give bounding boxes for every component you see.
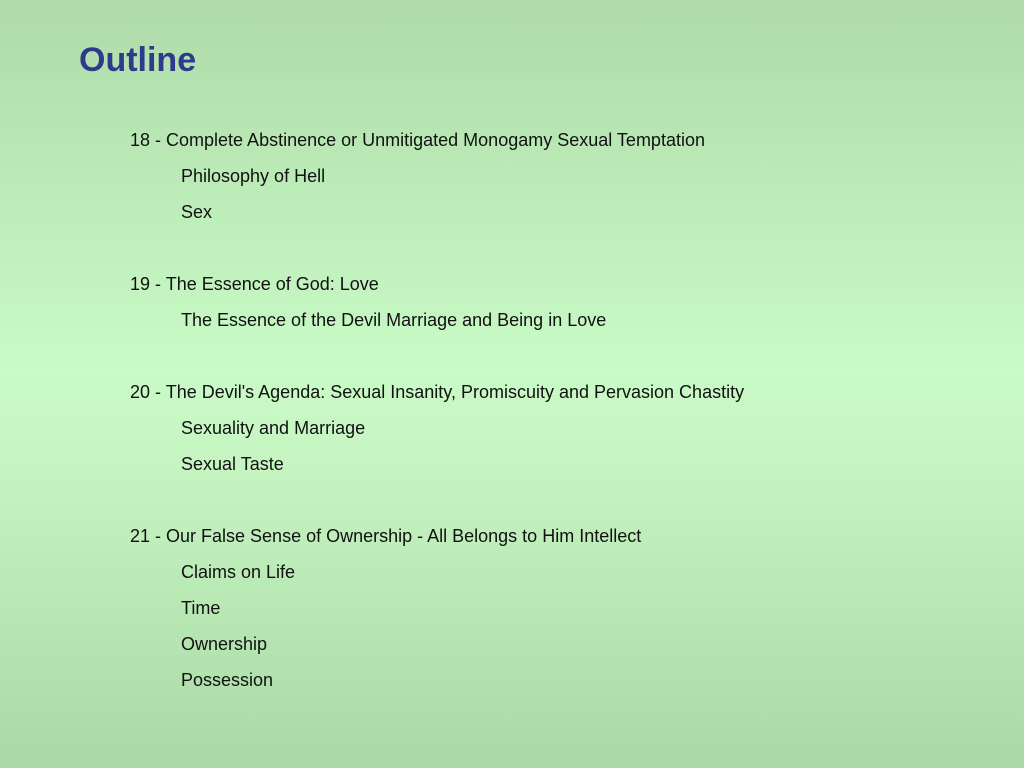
section-spacer	[130, 486, 744, 522]
section-spacer	[130, 342, 744, 378]
section-heading: 18 - Complete Abstinence or Unmitigated Monogamy Sexual Temptation	[130, 130, 705, 150]
section-heading: 21 - Our False Sense of Ownership - All Belongs to Him Intellect	[130, 526, 642, 546]
slide-title: Outline	[79, 41, 197, 79]
section-item: Sexuality and Marriage	[181, 418, 366, 438]
section-item: Philosophy of Hell	[181, 166, 326, 186]
section-item: Sexual Taste	[181, 454, 284, 474]
section-item: Claims on Life	[181, 562, 296, 582]
section-item: Time	[181, 598, 221, 618]
outline-list	[130, 126, 744, 702]
section-heading: 20 - The Devil's Agenda: Sexual Insanity, Promiscuity and Pervasion Chastity	[130, 382, 745, 402]
section-spacer	[130, 234, 744, 270]
section-item: The Essence of the Devil Marriage and Being in Love	[181, 310, 607, 330]
section-heading: 19 - The Essence of God: Love	[130, 274, 379, 294]
section-item: Possession	[181, 670, 274, 690]
section-item: Sex	[181, 202, 213, 222]
section-item: Ownership	[181, 634, 268, 654]
